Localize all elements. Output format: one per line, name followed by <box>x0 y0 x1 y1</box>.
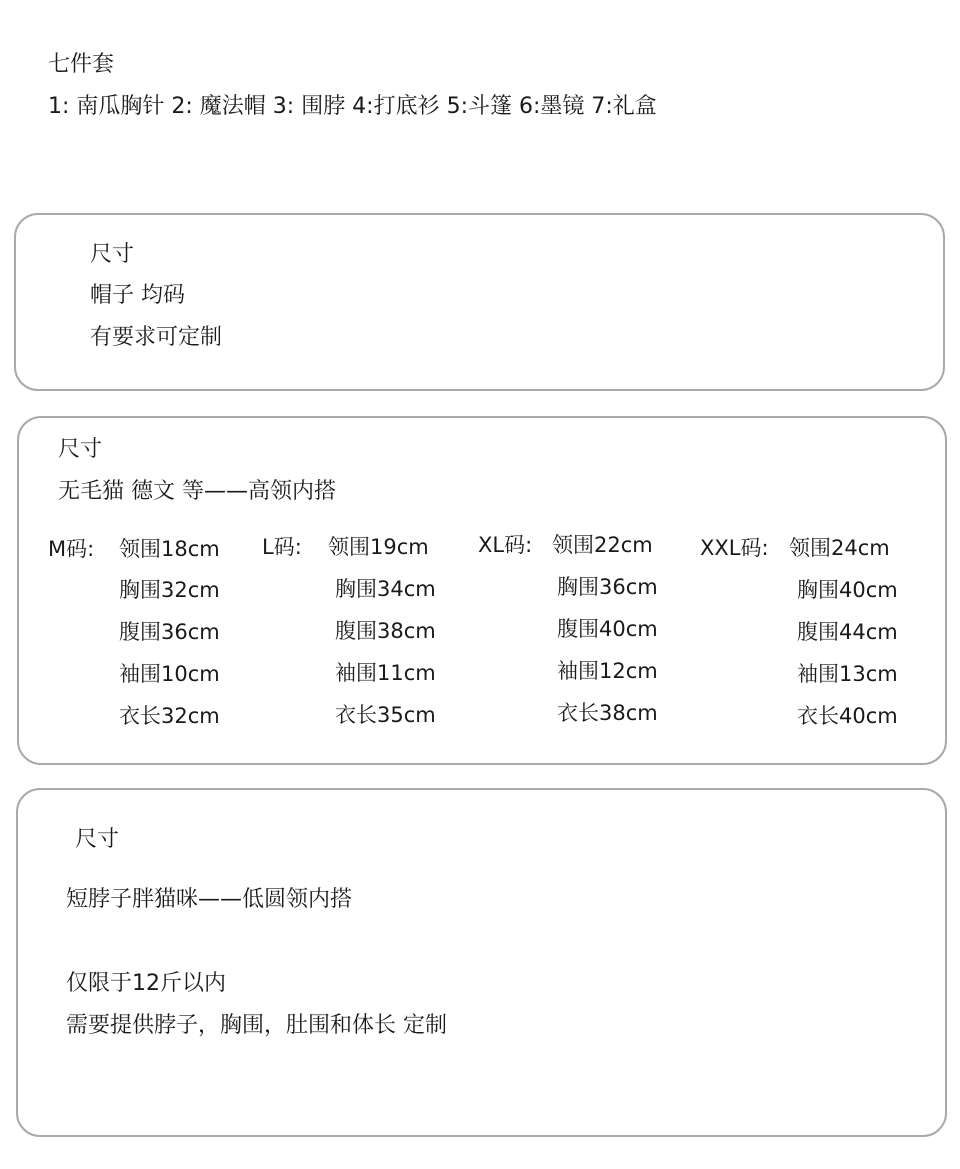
size-m-belly: 腹围36cm <box>119 620 220 644</box>
size-l-belly: 腹围38cm <box>335 619 436 643</box>
size-xxl-chest: 胸围40cm <box>797 578 898 602</box>
custom-note: 有要求可定制 <box>90 325 223 350</box>
set-title: 七件套 <box>48 52 115 77</box>
size-m-label: M码: <box>48 537 95 561</box>
size-xl-length: 衣长38cm <box>557 701 658 725</box>
set-items-list: 1: 南瓜胸针 2: 魔法帽 3: 围脖 4:打底衫 5:斗篷 6:墨镜 7:礼盒 <box>48 94 657 119</box>
size-l-length: 衣长35cm <box>335 703 436 727</box>
custom-measure-note: 需要提供脖子，胸围，肚围和体长 定制 <box>66 1013 447 1038</box>
size-l-chest: 胸围34cm <box>335 577 436 601</box>
size-m-neck: 领围18cm <box>119 537 220 561</box>
low-neck-size-panel <box>16 788 947 1137</box>
size-xxl-sleeve: 袖围13cm <box>797 662 898 686</box>
high-neck-subtitle: 无毛猫 德文 等——高领内搭 <box>58 479 336 504</box>
weight-limit-note: 仅限于12斤以内 <box>66 971 226 996</box>
size-xl-chest: 胸围36cm <box>557 575 658 599</box>
size-xl-neck: 领围22cm <box>552 533 653 557</box>
size-xl-belly: 腹围40cm <box>557 617 658 641</box>
size-xxl-length: 衣长40cm <box>797 704 898 728</box>
hat-size-title: 尺寸 <box>90 242 135 267</box>
size-xxl-label: XXL码: <box>700 536 769 560</box>
size-m-sleeve: 袖围10cm <box>119 662 220 686</box>
high-neck-title: 尺寸 <box>58 437 103 462</box>
size-xl-label: XL码: <box>478 533 533 557</box>
size-m-chest: 胸围32cm <box>119 578 220 602</box>
size-l-sleeve: 袖围11cm <box>335 661 436 685</box>
size-xxl-belly: 腹围44cm <box>797 620 898 644</box>
low-neck-subtitle: 短脖子胖猫咪——低圆领内搭 <box>66 887 353 912</box>
low-neck-title: 尺寸 <box>75 827 120 852</box>
hat-size-line: 帽子 均码 <box>90 283 185 308</box>
size-m-length: 衣长32cm <box>119 704 220 728</box>
size-xl-sleeve: 袖围12cm <box>557 659 658 683</box>
size-xxl-neck: 领围24cm <box>789 536 890 560</box>
size-l-label: L码: <box>262 535 302 559</box>
size-l-neck: 领围19cm <box>328 535 429 559</box>
